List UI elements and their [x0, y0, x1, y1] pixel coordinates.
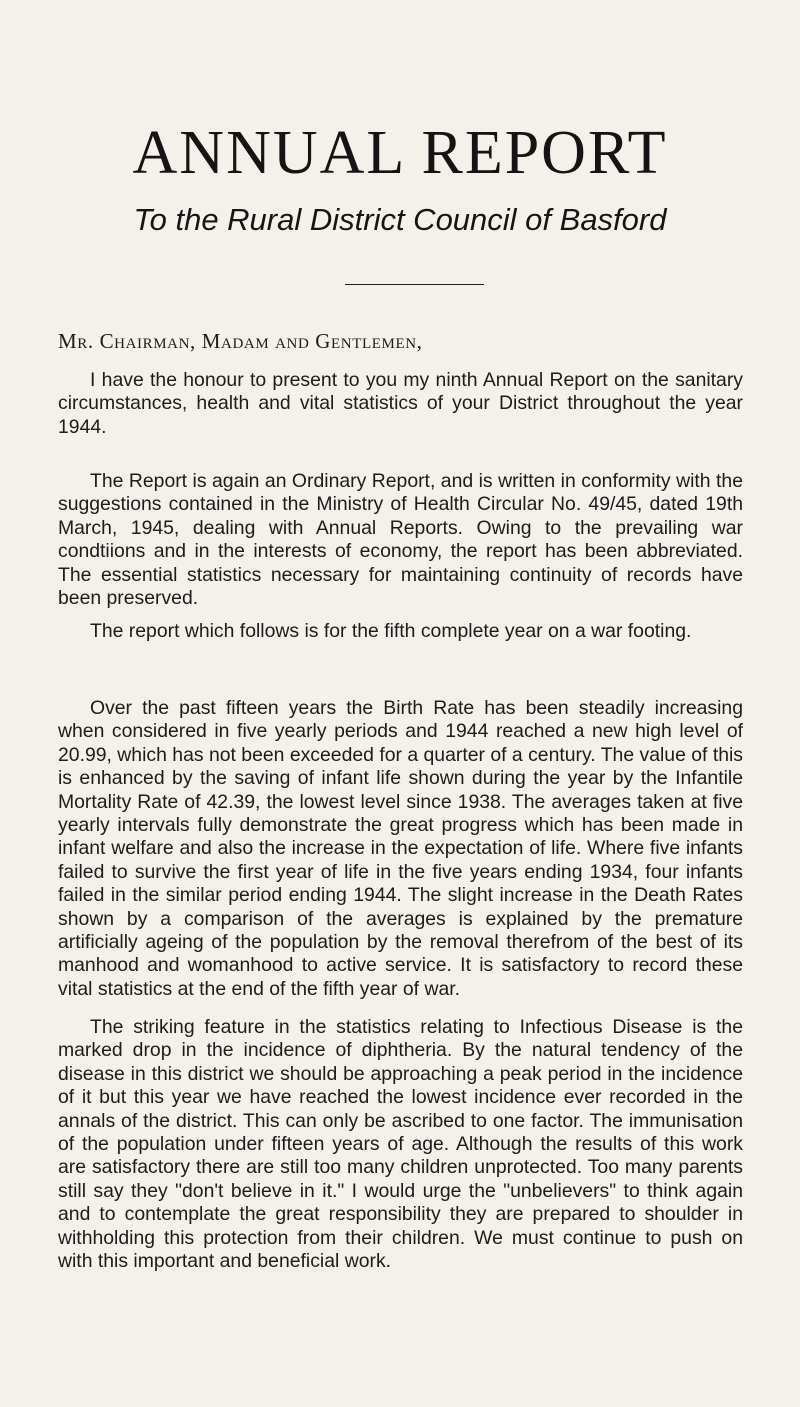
title-divider: [345, 284, 484, 285]
paragraph-infectious-disease: The striking feature in the statistics relating to Infectious Disease is the marked drop in the incidence of diphtheria. By the natural tendency of the disease in this district we should be approaching a peak period in the incidence of it but this year we have reached the lowest incidence ever recorded in the annals of the district. This can only be ascribed to one factor. The immunisation of the population under fifteen years of age. Although the results of this work are satisfactory there are still too many children unprotected. Too many parents still say they "don't believe in it." I would urge the "unbelievers" to think again and to contemplate the great responsibility they are prepared to shoulder in withholding this protection from their children. We must continue to push on with this important and beneficial work.: [58, 1016, 743, 1273]
paragraph-introduction: I have the honour to present to you my ninth Annual Report on the sanitary circumstances, health and vital statistics of your District throughout the year 1944.: [58, 369, 743, 438]
paragraph-birth-rate: Over the past fifteen years the Birth Rate has been steadily increasing when considered in five yearly periods and 1944 reached a new high level of 20.99, which has not been exceeded for a quarter of a century. The value of this is enhanced by the saving of infant life shown during the year by the Infantile Mortality Rate of 42.39, the lowest level since 1938. The averages taken at five yearly intervals fully demonstrate the great progress which has been made in infant welfare and also the increase in the expectation of life. Where five infants failed to survive the first year of life in the five years ending 1934, four infants failed in the similar period ending 1944. The slight increase in the Death Rates shown by a comparison of the averages is explained by the premature artificially ageing of the population by the removal therefrom of the best of its manhood and womanhood to active service. It is satisfactory to record these vital statistics at the end of the fifth year of war.: [58, 697, 743, 1000]
paragraph-ordinary-report: The Report is again an Ordinary Report, and is written in conformity with the suggestions contained in the Ministry of Health Circular No. 49/45, dated 19th March, 1945, dealing with Annual Reports. Owing to the prevailing war condtiions and in the interests of economy, the report has been abbreviated. The essential statistics necessary for maintaining continuity of records have been preserved.: [58, 470, 743, 610]
paragraph-war-footing: The report which follows is for the fifth complete year on a war footing.: [90, 620, 692, 642]
page-subtitle: To the Rural District Council of Basford: [133, 202, 667, 237]
page-title: ANNUAL REPORT: [132, 119, 668, 187]
salutation: Mr. Chairman, Madam and Gentlemen,: [58, 329, 423, 353]
